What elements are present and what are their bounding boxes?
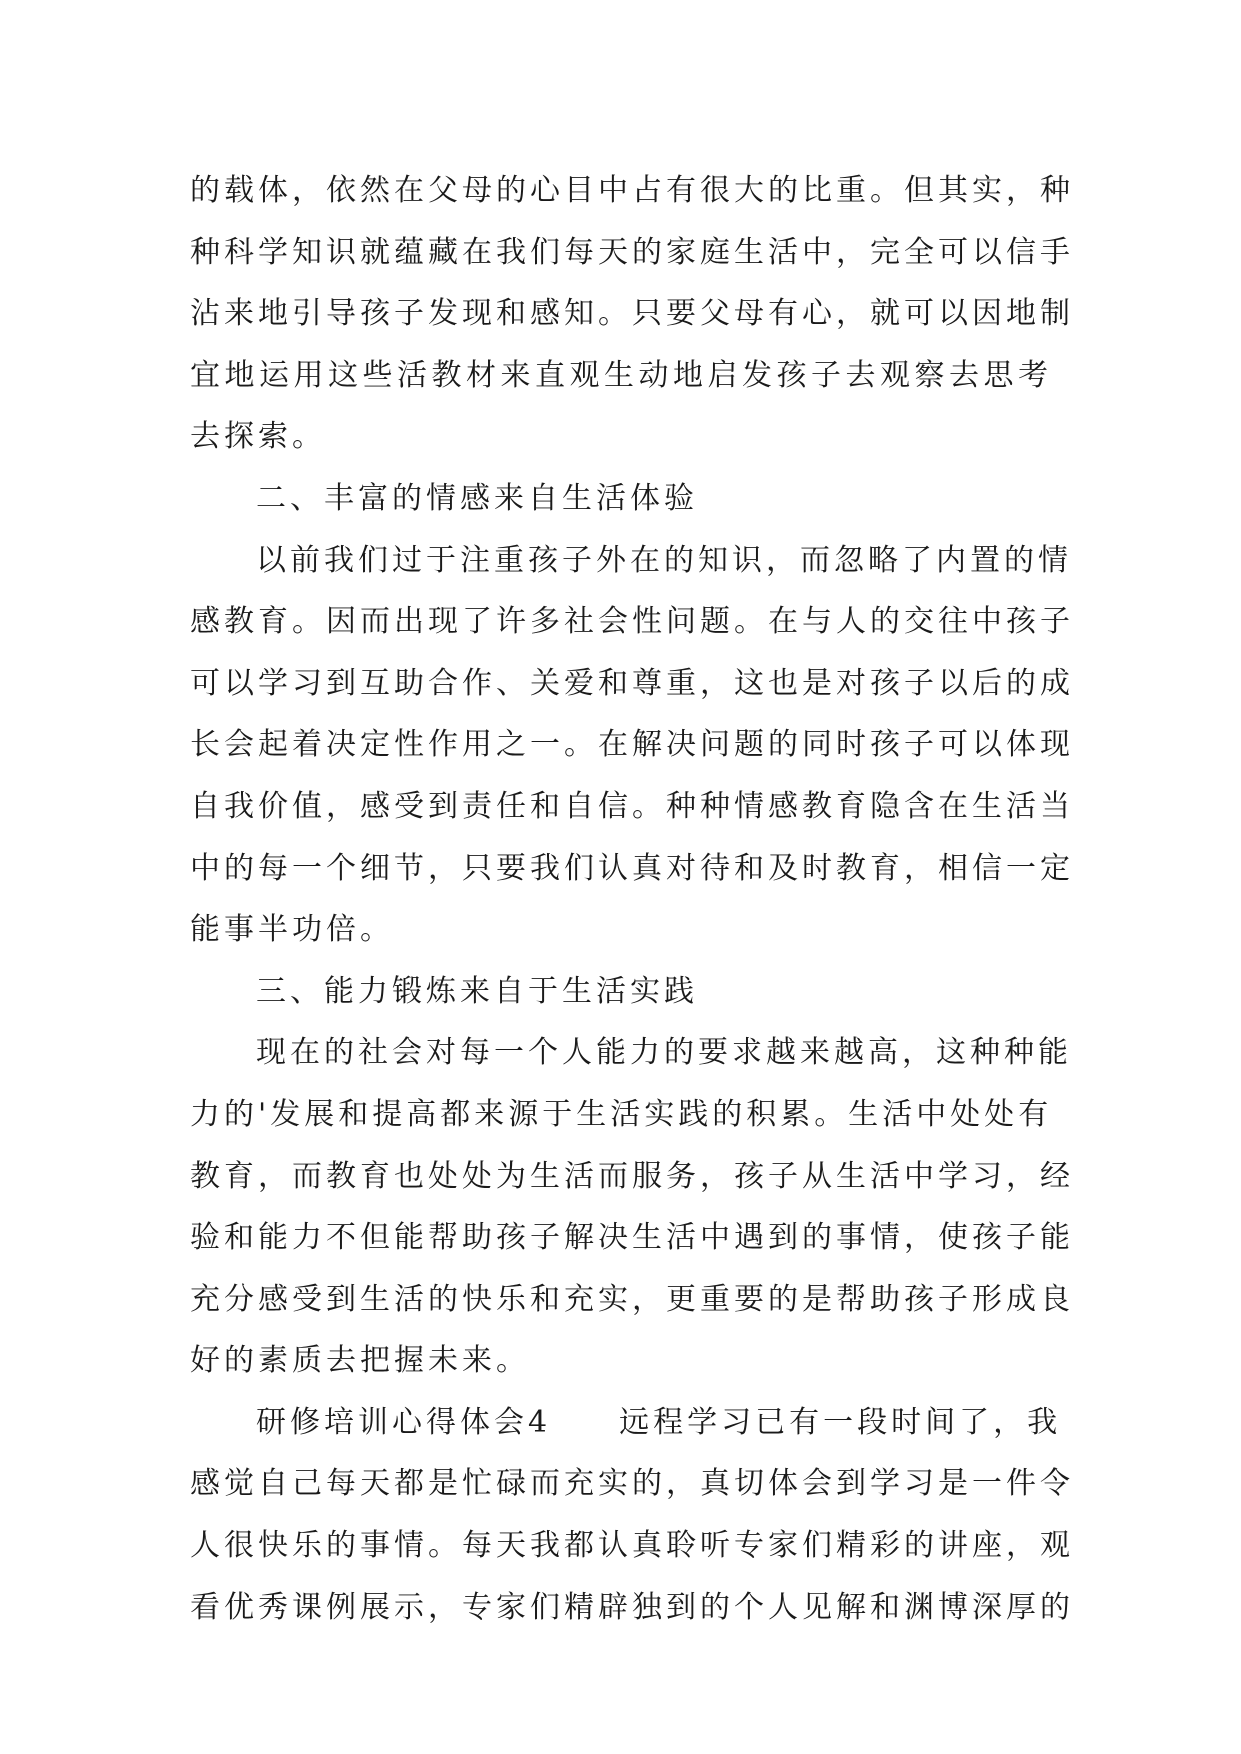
text-line: 可以学习到互助合作、关爱和尊重，这也是对孩子以后的成 bbox=[190, 665, 1074, 701]
text-line: 中的每一个细节，只要我们认真对待和及时教育，相信一定 bbox=[190, 850, 1074, 886]
text-line: 二、丰富的情感来自生活体验 bbox=[256, 480, 698, 516]
text-line: 种科学知识就蕴藏在我们每天的家庭生活中，完全可以信手 bbox=[190, 234, 1074, 270]
text-line: 以前我们过于注重孩子外在的知识，而忽略了内置的情 bbox=[256, 542, 1072, 578]
text-line: 能事半功倍。 bbox=[190, 912, 394, 948]
text-line: 感教育。因而出现了许多社会性问题。在与人的交往中孩子 bbox=[190, 604, 1074, 640]
text-line: 宜地运用这些活教材来直观生动地启发孩子去观察去思考 bbox=[190, 357, 1052, 393]
text-line: 教育，而教育也处处为生活而服务，孩子从生活中学习，经 bbox=[190, 1158, 1074, 1194]
text-line: 研修培训心得体会4 远程学习已有一段时间了，我 bbox=[256, 1404, 1062, 1440]
text-line: 好的素质去把握未来。 bbox=[190, 1343, 530, 1379]
text-line: 验和能力不但能帮助孩子解决生活中遇到的事情，使孩子能 bbox=[190, 1220, 1074, 1256]
text-line: 人很快乐的事情。每天我都认真聆听专家们精彩的讲座，观 bbox=[190, 1528, 1074, 1564]
text-line: 长会起着决定性作用之一。在解决问题的同时孩子可以体现 bbox=[190, 727, 1074, 763]
text-line: 充分感受到生活的快乐和充实，更重要的是帮助孩子形成良 bbox=[190, 1281, 1074, 1317]
text-line: 感觉自己每天都是忙碌而充实的，真切体会到学习是一件令 bbox=[190, 1466, 1074, 1502]
text-line: 看优秀课例展示，专家们精辟独到的个人见解和渊博深厚的 bbox=[190, 1589, 1074, 1625]
text-line: 的载体，依然在父母的心目中占有很大的比重。但其实，种 bbox=[190, 173, 1074, 208]
text-line: 现在的社会对每一个人能力的要求越来越高，这种种能 bbox=[256, 1035, 1072, 1071]
text-line: 去探索。 bbox=[190, 419, 326, 455]
text-line: 沾来地引导孩子发现和感知。只要父母有心，就可以因地制 bbox=[190, 296, 1074, 332]
text-line: 力的'发展和提高都来源于生活实践的积累。生活中处处有 bbox=[190, 1096, 1053, 1132]
text-line: 自我价值，感受到责任和自信。种种情感教育隐含在生活当 bbox=[190, 788, 1074, 824]
body-text bbox=[190, 160, 1074, 1638]
text-line: 三、能力锻炼来自于生活实践 bbox=[256, 973, 698, 1009]
